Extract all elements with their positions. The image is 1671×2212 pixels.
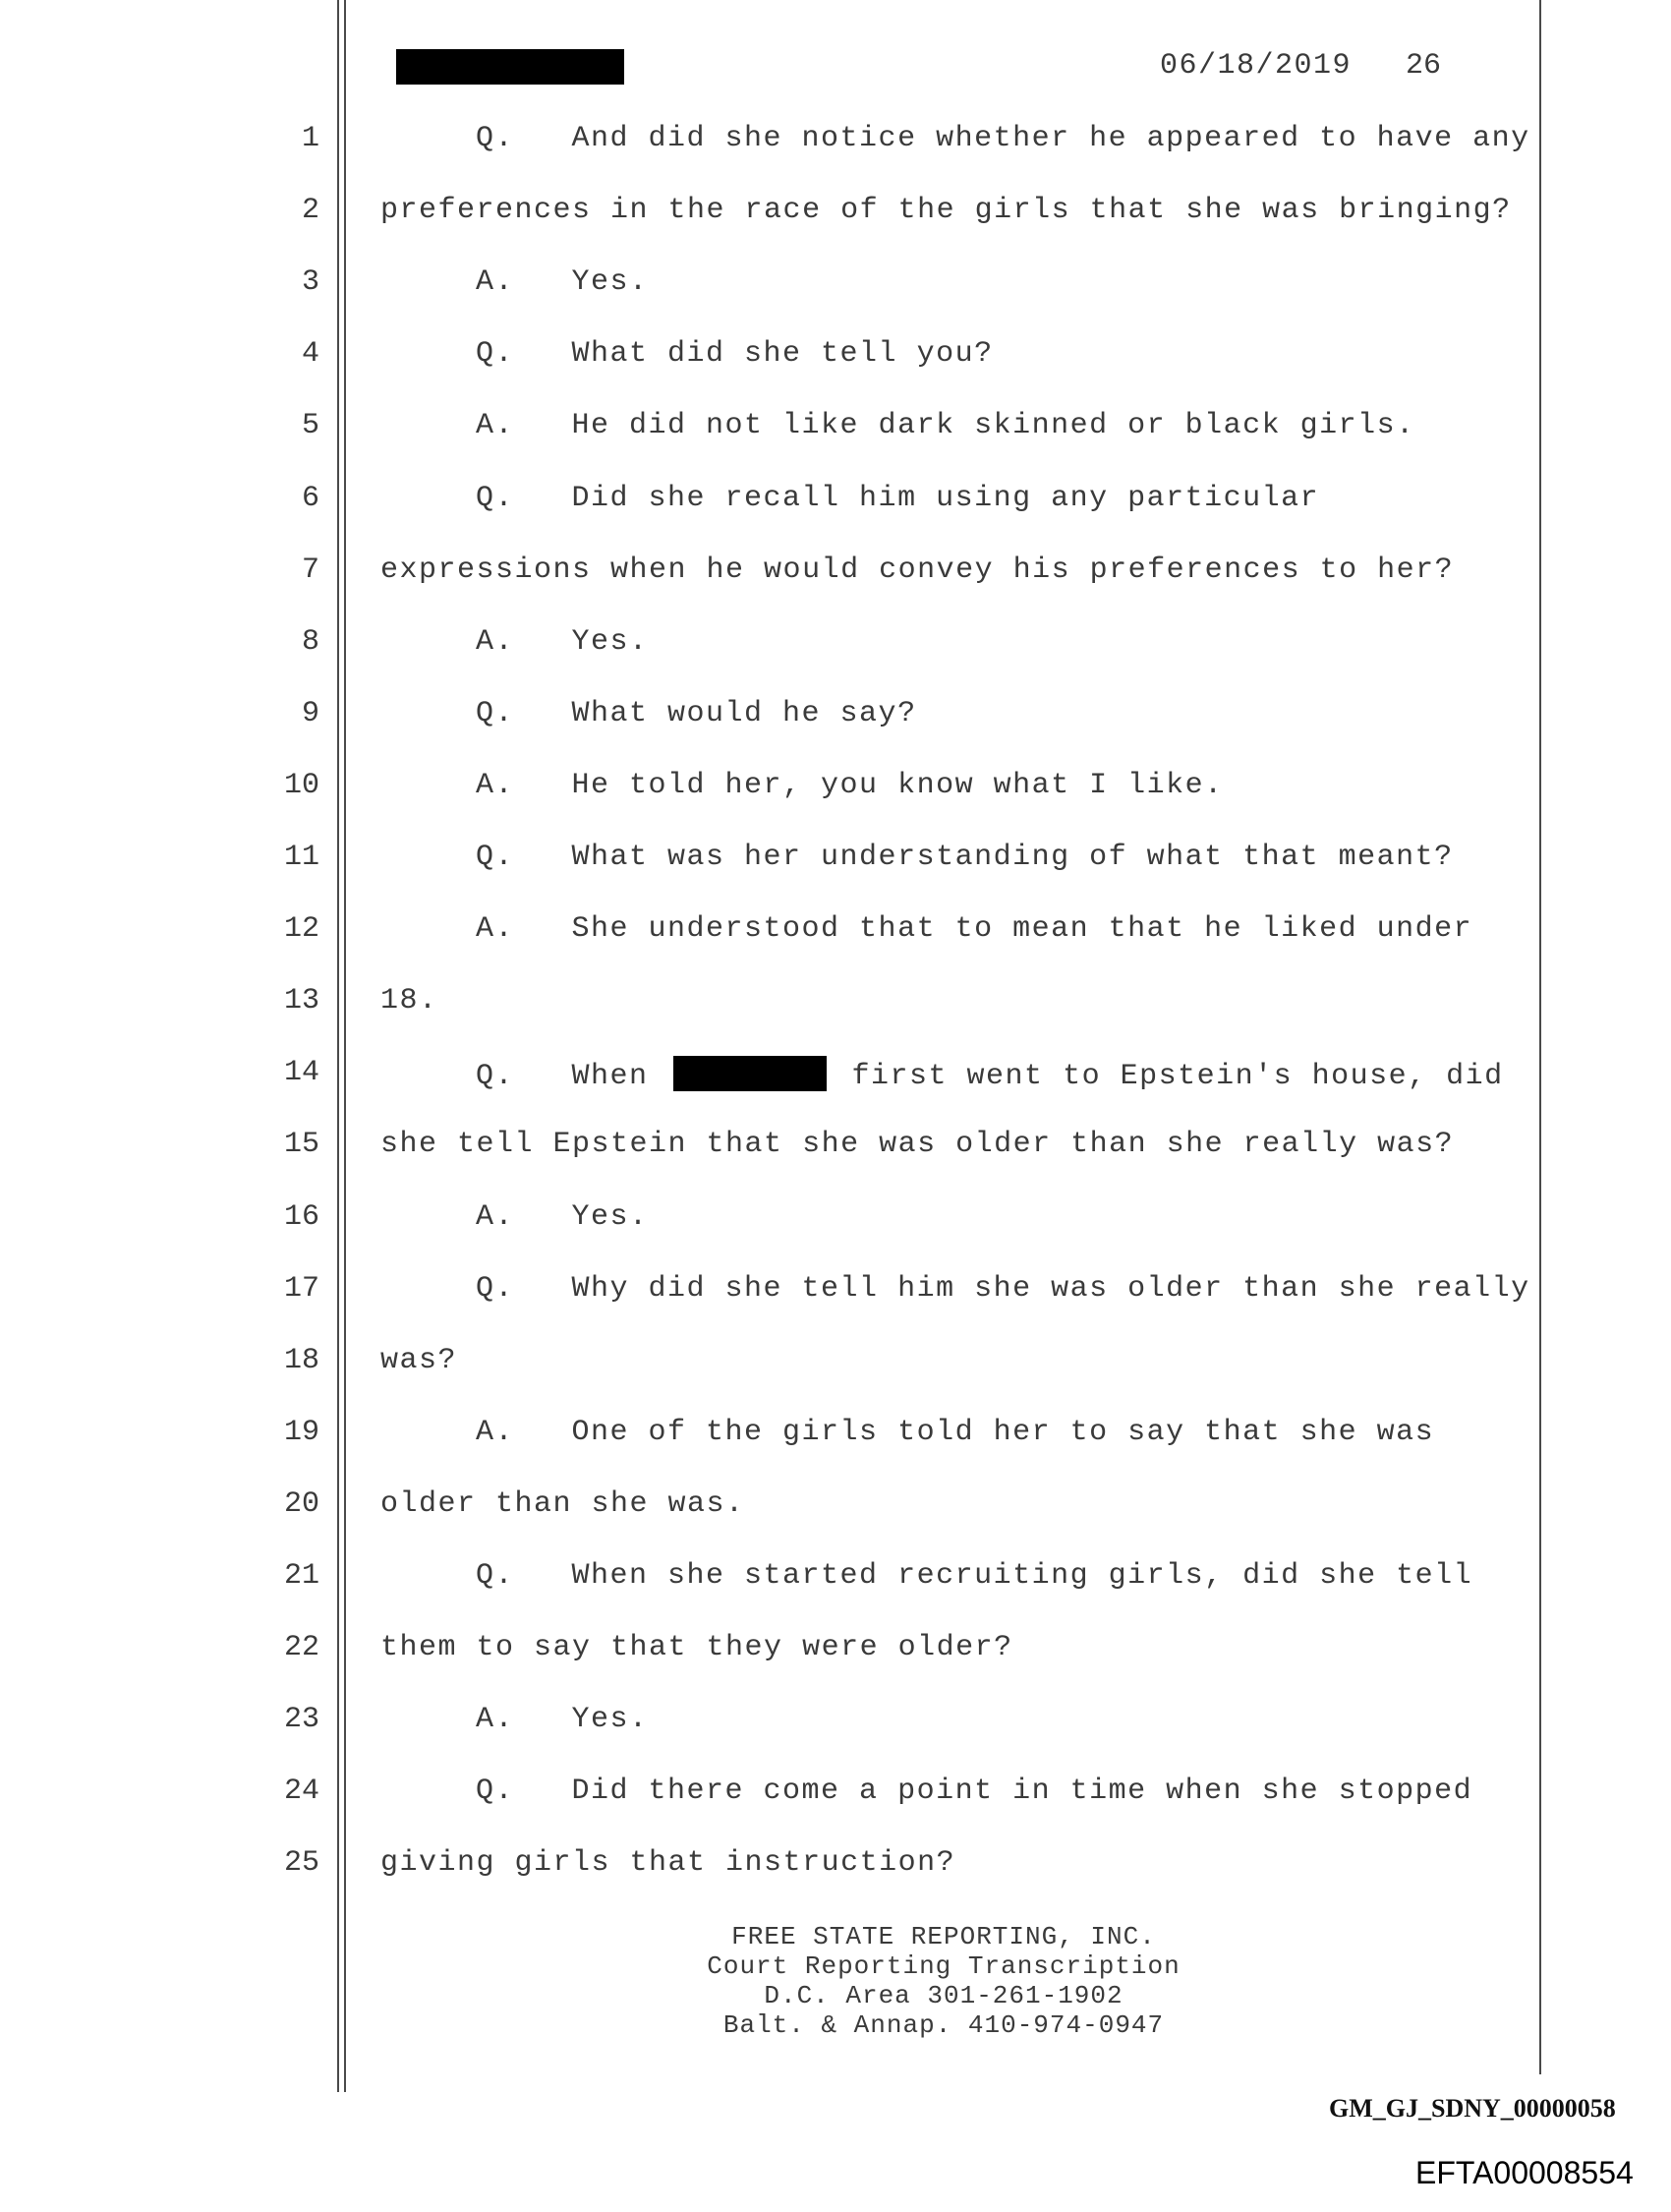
- line-text: Q. When: [476, 1060, 668, 1094]
- transcript-line: [476, 769, 1224, 802]
- line-text: she tell Epstein that she was older than she really was?: [380, 1128, 1455, 1162]
- line-number: 4: [301, 337, 319, 372]
- line-number: 12: [283, 912, 319, 947]
- transcript-line: [476, 697, 917, 730]
- transcript-line: [380, 1631, 1013, 1664]
- line-number: 22: [283, 1631, 319, 1665]
- line-text: A. He told her, you know what I like.: [476, 768, 1224, 802]
- line-text: Q. Did there come a point in time when she stopped: [476, 1775, 1473, 1809]
- bates-number: GM_GJ_SDNY_00000058: [1329, 2094, 1616, 2123]
- transcript-line: [476, 1775, 1472, 1808]
- footer-services: Court Reporting Transcription: [707, 1951, 1181, 1981]
- footer-phone-dc: D.C. Area 301-261-1902: [764, 1981, 1124, 2010]
- transcript-line: [476, 482, 1319, 515]
- line-number: 15: [283, 1128, 319, 1162]
- header-redaction: [396, 49, 624, 85]
- footer-phone-balt: Balt. & Annap. 410-974-0947: [722, 2010, 1165, 2040]
- line-number: 19: [283, 1415, 319, 1449]
- transcript-line: [380, 553, 1454, 587]
- line-number: 9: [301, 696, 319, 730]
- line-text: preferences in the race of the girls that she was bringing?: [380, 194, 1512, 228]
- line-number: 8: [301, 624, 319, 659]
- line-number: 10: [283, 768, 319, 802]
- line-number: 2: [301, 194, 319, 228]
- line-text: Q. What did she tell you?: [476, 337, 994, 372]
- line-text: Q. And did she notice whether he appeared to have any: [476, 122, 1530, 155]
- line-text: giving girls that instruction?: [380, 1846, 956, 1881]
- transcript-line: [476, 122, 1530, 155]
- line-text: A. She understood that to mean that he liked under: [476, 912, 1473, 947]
- transcript-line: [476, 409, 1415, 442]
- name-redaction: [673, 1056, 827, 1091]
- line-number: 20: [283, 1486, 319, 1521]
- line-text: was?: [380, 1343, 458, 1377]
- line-number: 14: [283, 1056, 319, 1090]
- line-text: Q. What was her understanding of what that meant?: [476, 841, 1454, 874]
- transcript-line: [476, 265, 649, 299]
- line-number: 18: [283, 1343, 319, 1377]
- transcript-line: [476, 1416, 1434, 1449]
- line-text: A. He did not like dark skinned or black girls.: [476, 409, 1415, 443]
- transcript-line: [476, 1703, 649, 1736]
- line-text: A. Yes.: [476, 624, 649, 659]
- line-text: 18.: [380, 984, 438, 1019]
- line-number: 5: [301, 409, 319, 443]
- line-number: 25: [283, 1846, 319, 1881]
- transcript-line: [380, 1487, 745, 1521]
- transcript-line: [476, 1559, 1472, 1593]
- footer-company: FREE STATE REPORTING, INC.: [731, 1922, 1156, 1951]
- line-text: Q. Did she recall him using any particular: [476, 481, 1320, 515]
- left-margin-rule-inner: [344, 0, 346, 2092]
- line-text: Q. Why did she tell him she was older than she really: [476, 1271, 1530, 1306]
- left-margin-rule-outer: [337, 0, 339, 2092]
- transcript-line: [380, 1846, 955, 1880]
- line-text: expressions when he would convey his preferences to her?: [380, 553, 1455, 587]
- line-text: A. Yes.: [476, 1703, 649, 1737]
- line-number: 7: [301, 553, 319, 587]
- transcript-line: [380, 1344, 457, 1377]
- line-text: A. Yes.: [476, 265, 649, 300]
- transcript-line: [476, 1272, 1530, 1306]
- line-text: them to say that they were older?: [380, 1631, 1013, 1665]
- line-text: A. Yes.: [476, 1199, 649, 1234]
- line-text: A. One of the girls told her to say that she was: [476, 1415, 1435, 1449]
- header-page-number: 26: [1406, 49, 1442, 83]
- line-number: 17: [283, 1271, 319, 1306]
- transcript-line: [476, 337, 994, 371]
- reporter-footer: [688, 1922, 1199, 2040]
- line-text: Q. What would he say?: [476, 696, 917, 730]
- transcript-line: [380, 1128, 1454, 1161]
- transcript-line: [380, 194, 1512, 227]
- right-margin-rule: [1539, 0, 1541, 2074]
- line-number: 16: [283, 1199, 319, 1234]
- transcript-line: [476, 1200, 649, 1234]
- efta-number: EFTA00008554: [1415, 2155, 1634, 2190]
- line-number: 23: [283, 1703, 319, 1737]
- line-number: 21: [283, 1559, 319, 1593]
- line-number: 3: [301, 265, 319, 300]
- line-number: 6: [301, 481, 319, 515]
- line-number: 1: [301, 122, 319, 155]
- line-text: Q. When she started recruiting girls, did she tell: [476, 1559, 1473, 1593]
- transcript-line: [476, 1056, 1504, 1093]
- transcript-line: [380, 984, 438, 1018]
- transcript-line: [476, 625, 649, 659]
- line-text: first went to Epstein's house, did: [833, 1060, 1504, 1094]
- line-text: older than she was.: [380, 1486, 745, 1521]
- line-number: 13: [283, 984, 319, 1019]
- header-date: 06/18/2019: [1160, 49, 1353, 83]
- transcript-line: [476, 841, 1454, 874]
- transcript-line: [476, 912, 1472, 946]
- line-number: 24: [283, 1775, 319, 1809]
- line-number: 11: [283, 841, 319, 874]
